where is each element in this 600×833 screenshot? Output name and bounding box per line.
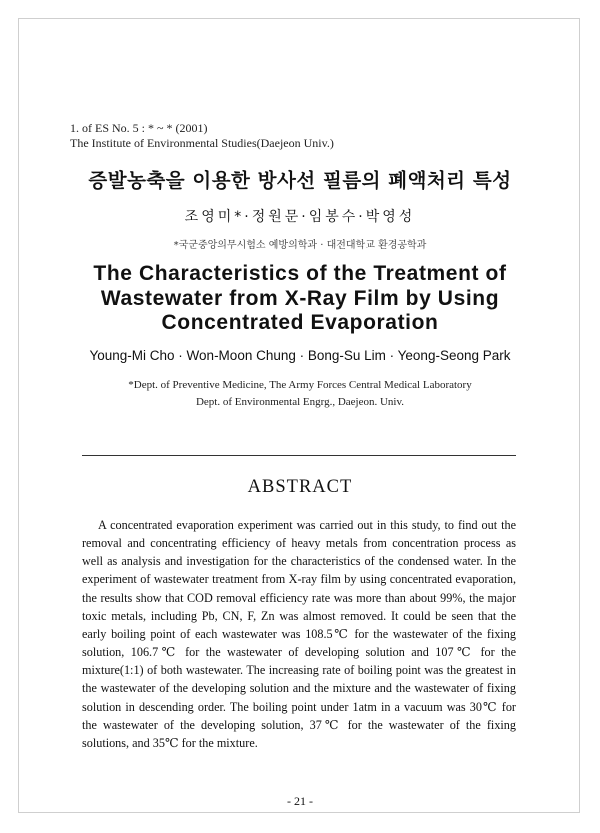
page-number: - 21 - [287,794,313,808]
korean-title: 증발농축을 이용한 방사선 필름의 폐액처리 특성 [88,169,512,192]
korean-affiliation: *국군중앙의무시험소 예방의학과 · 대전대학교 환경공학과 [173,240,427,251]
section-divider [82,455,516,456]
journal-institute: The Institute of Environmental Studies(Daejeon Univ.) [70,136,334,150]
abstract-body: A concentrated evaporation experiment was carried out in this study, to find out the removal and concentrating efficiency of heavy metals from concentration process as well as analysis and investigation for the characteristics of the condensed water. In the experiment of wastewater treatment from X-ray film by using concentrated evaporation, the results show that COD removal efficiency rate was more than about 99%, the major toxic metals, including Pb, CN, F, Zn was almost removed. It could be seen that the early boiling point of each wastewater was 108.5℃ for the wastewater of the fixing solution, 106.7℃ for the wastewater of developing solution and 107℃ for the mixture(1:1) of both wastewater. The increasing rate of boiling point was the greatest in the wastewater of the developing solution and the mixture and the wastewater of fixing solution in descending order. The boiling point under 1atm in a vacuum was 30℃ for the wastewater of the developing solution, 37℃ for the wastewater of the fixing solutions, and 35℃ for the mixture. [82,518,516,750]
abstract-heading: ABSTRACT [247,477,353,497]
journal-citation: 1. of ES No. 5 : * ~ * (2001) [70,121,208,135]
korean-authors: 조영미*·정원문·임봉수·박영성 [184,209,416,225]
english-title [0,262,600,336]
english-title-line: Concentrated Evaporation [161,311,439,334]
english-authors: Young-Mi Cho · Won-Moon Chung · Bong-Su Lim · Yeong-Seong Park [89,348,511,363]
english-affiliation [0,377,600,411]
affiliation-line: Dept. of Environmental Engrg., Daejeon. Univ. [195,396,405,408]
english-title-line: Wastewater from X-Ray Film by Using [100,286,500,310]
english-title-line: The Characteristics of the Treatment of [93,262,507,285]
journal-info [70,121,334,151]
affiliation-line: *Dept. of Preventive Medicine, The Army Forces Central Medical Laboratory [128,379,472,391]
